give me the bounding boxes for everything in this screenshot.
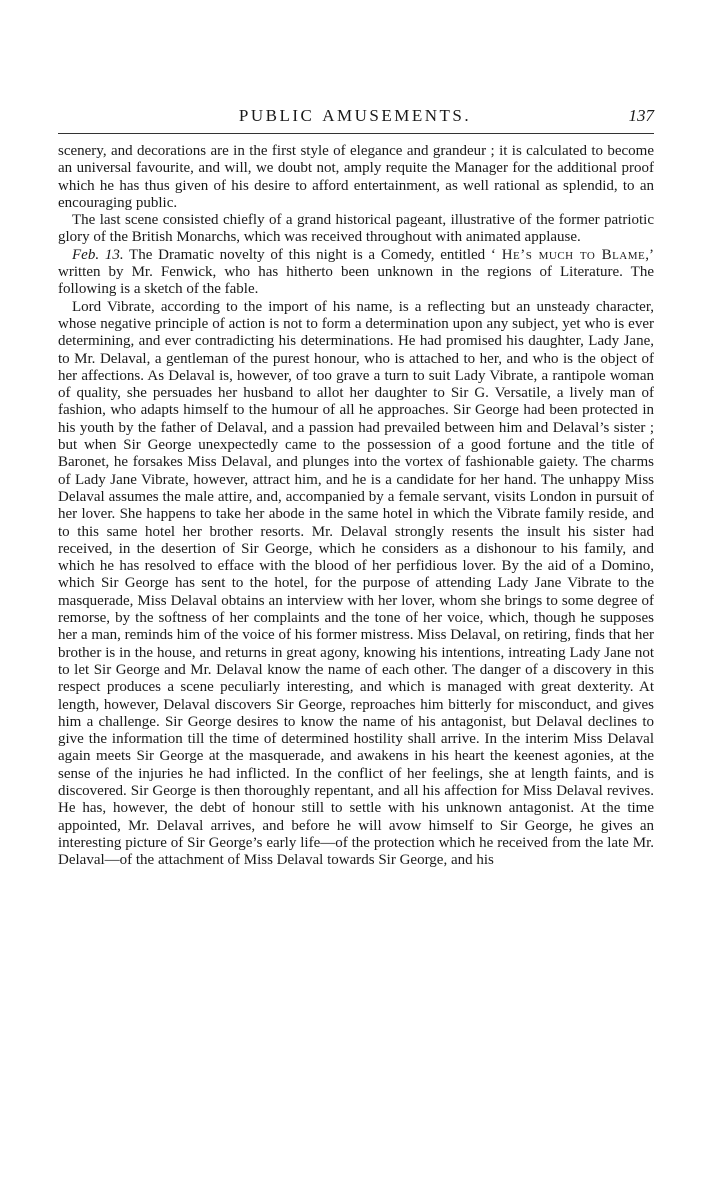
paragraph-comedy [58, 247, 654, 299]
comedy-intro: The Dramatic novelty of this night is a Comedy, entitled ‘ [123, 246, 502, 263]
body-text [58, 143, 654, 869]
page-number: 137 [628, 106, 654, 125]
page-header [0, 106, 710, 132]
entry-date: Feb. 13. [72, 246, 124, 263]
comedy-author: ,’ written by Mr. Fenwick, who has hitherto been unknown in the regions of Literature. The following is a sketch of the fable. [58, 246, 654, 298]
running-title: PUBLIC AMUSEMENTS. [238, 106, 472, 125]
paragraph-scenery: scenery, and decorations are in the first style of elegance and grandeur ; it is calculated to become an universal favourite, and will, we doubt not, amply requite the Manager for the additional proof which he has thus given of his desire to afford entertainment, as well rational as splendid, to an encouraging public. [58, 143, 654, 211]
comedy-title: He’s much to Blame [501, 246, 646, 263]
paragraph-pageant: The last scene consisted chiefly of a grand historical pageant, illustrative of the former patriotic glory of the British Monarchs, which was received throughout with animated applause. [58, 212, 654, 246]
header-rule [58, 133, 654, 134]
paragraph-fable: Lord Vibrate, according to the import of his name, is a reflecting but an unsteady character, whose negative principle of action is not to form a determination upon any subject, yet who is ever determining, and ever contradicting his determinations. He had promised his daughter, Lady Jane, to Mr. Delaval, a gentleman of the purest honour, who is attached to her, and who is the object of her affections. As Delaval is, however, of too grave a turn to suit Lady Vibrate, a rantipole woman of quality, she persuades her husband to allot her daughter to Sir G. Versatile, a lively man of fashion, who adapts himself to the humour of all he approaches. Sir George had been protected in his youth by the father of Delaval, and a passion had prevailed between him and Delaval’s sister ; but when Sir George unexpectedly came to the possession of a good fortune and the title of Baronet, he forsakes Miss Delaval, and plunges into the vortex of fashionable gaiety. The charms of Lady Jane Vibrate, however, attract him, and he is a candidate for her hand. The unhappy Miss Delaval assumes the male attire, and, accompanied by a female servant, visits London in pursuit of her lover. She happens to take her abode in the same hotel in which the Vibrate family reside, and to this same hotel her brother resorts. Mr. Delaval strongly resents the insult his sister had received, in the desertion of Sir George, which he considers as a dishonour to his family, and which he has resolved to efface with the blood of her perfidious lover. By the aid of a Domino, which Sir George has sent to the hotel, for the purpose of attending Lady Jane Vibrate to the masquerade, Miss Delaval obtains an interview with her lover, whom she brings to some degree of remorse, by the softness of her complaints and the tone of her voice, which, though he supposes her a man, reminds him of the voice of his former mistress. Miss Delaval, on retiring, finds that her brother is in the house, and returns in great agony, knowing his intentions, intreating Lady Jane not to let Sir George and Mr. Delaval know the name of each other. The danger of a discovery in this respect produces a scene peculiarly interesting, and which is managed with great dexterity. At length, however, Delaval discovers Sir George, reproaches him bitterly for misconduct, and gives him a challenge. Sir George desires to know the name of his antagonist, but Delaval declines to give the information till the time of determined hostility shall arrive. In the interim Miss Delaval again meets Sir George at the masquerade, and awakens in his heart the keenest agonies, at the sense of the injuries he had inflicted. In the conflict of her feelings, she at length faints, and is discovered. Sir George is then thoroughly repentant, and all his affection for Miss Delaval revives. He has, however, the debt of honour still to settle with his unknown antagonist. At the time appointed, Mr. Delaval arrives, and before he will avow himself to Sir George, he gives an interesting picture of Sir George’s early life—of the protection which he received from the late Mr. Delaval—of the attachment of Miss Delaval towards Sir George, and his [58, 298, 654, 869]
